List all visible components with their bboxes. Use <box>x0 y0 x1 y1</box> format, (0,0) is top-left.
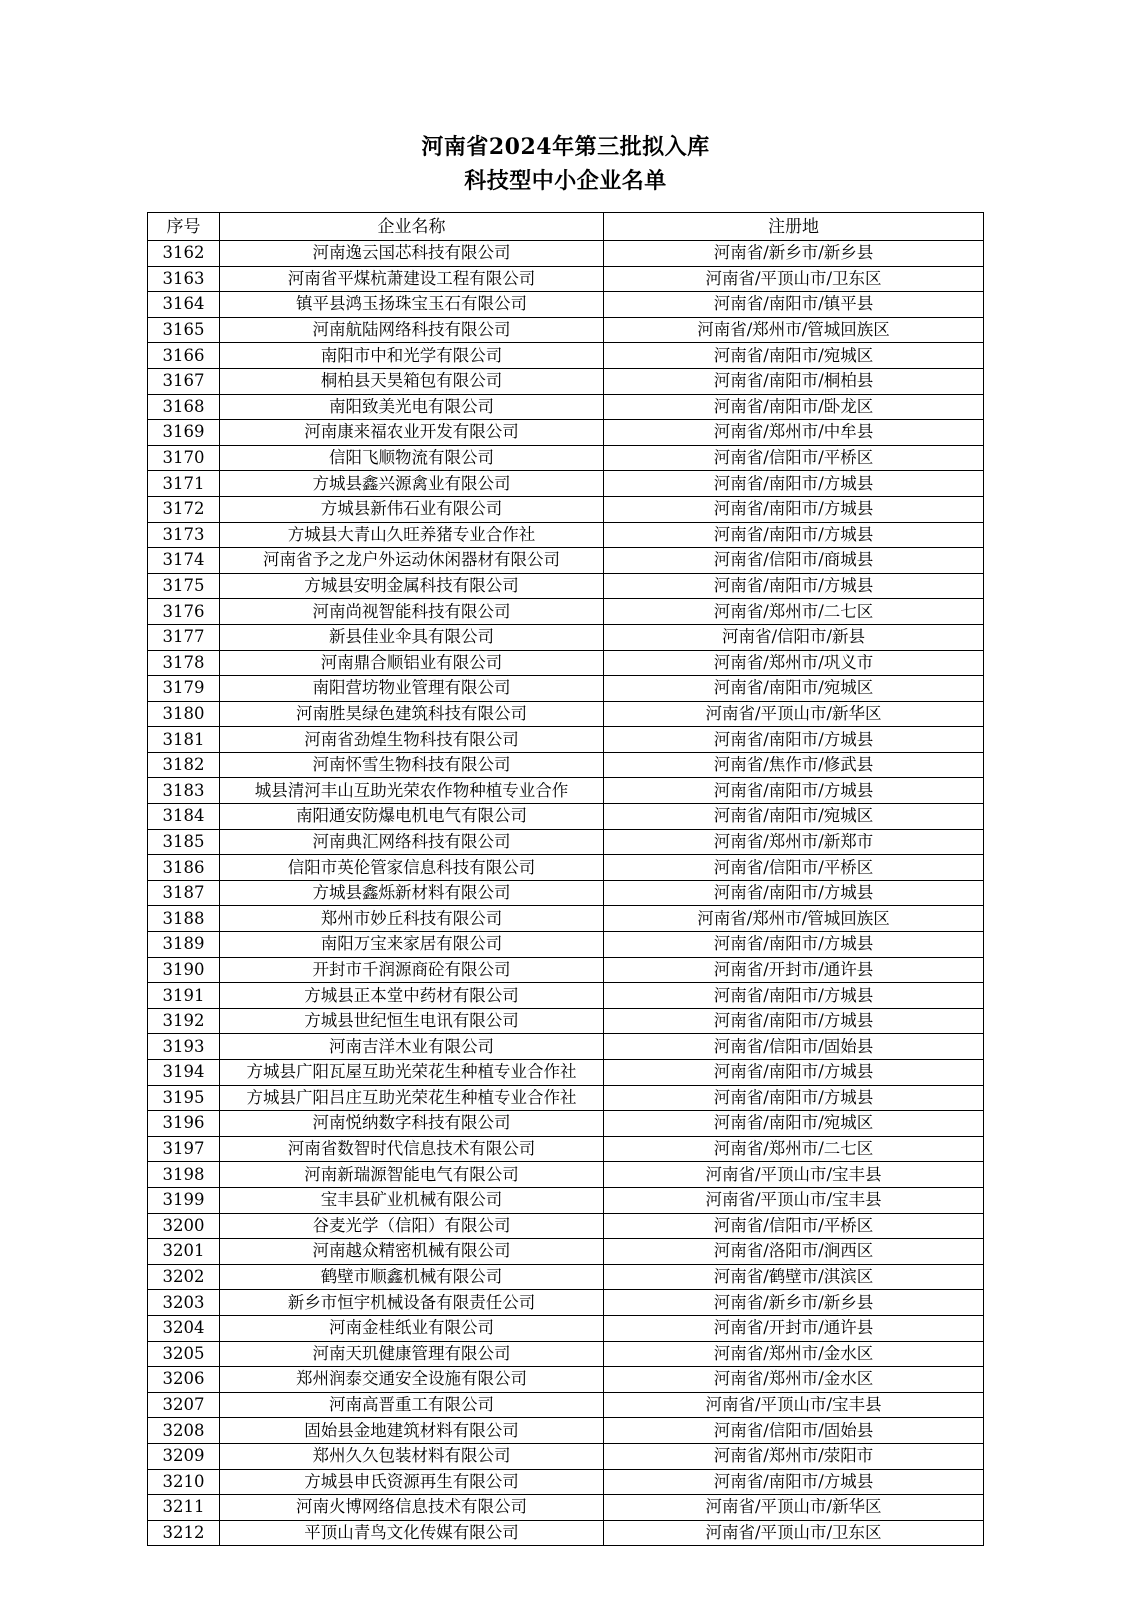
cell-registration-location: 河南省/郑州市/巩义市 <box>604 650 984 676</box>
cell-seq: 3183 <box>148 778 220 804</box>
table-row <box>148 829 984 855</box>
cell-enterprise-name: 南阳万宝来家居有限公司 <box>220 932 604 958</box>
cell-registration-location: 河南省/郑州市/新郑市 <box>604 829 984 855</box>
cell-registration-location: 河南省/信阳市/固始县 <box>604 1418 984 1444</box>
cell-seq: 3205 <box>148 1341 220 1367</box>
cell-seq: 3186 <box>148 855 220 881</box>
cell-enterprise-name: 方城县申氏资源再生有限公司 <box>220 1469 604 1495</box>
cell-seq: 3193 <box>148 1034 220 1060</box>
cell-registration-location: 河南省/郑州市/金水区 <box>604 1341 984 1367</box>
table-row <box>148 778 984 804</box>
cell-enterprise-name: 方城县世纪恒生电讯有限公司 <box>220 1008 604 1034</box>
table-row <box>148 804 984 830</box>
cell-registration-location: 河南省/平顶山市/宝丰县 <box>604 1187 984 1213</box>
cell-enterprise-name: 方城县广阳瓦屋互助光荣花生种植专业合作社 <box>220 1060 604 1086</box>
table-row <box>148 1469 984 1495</box>
cell-seq: 3182 <box>148 752 220 778</box>
cell-enterprise-name: 河南吉洋木业有限公司 <box>220 1034 604 1060</box>
table-row <box>148 522 984 548</box>
cell-registration-location: 河南省/南阳市/方城县 <box>604 1008 984 1034</box>
table-row <box>148 1085 984 1111</box>
table-row <box>148 1443 984 1469</box>
cell-seq: 3179 <box>148 676 220 702</box>
cell-seq: 3211 <box>148 1495 220 1521</box>
cell-registration-location: 河南省/信阳市/固始县 <box>604 1034 984 1060</box>
cell-enterprise-name: 方城县广阳吕庄互助光荣花生种植专业合作社 <box>220 1085 604 1111</box>
cell-enterprise-name: 鹤壁市顺鑫机械有限公司 <box>220 1264 604 1290</box>
table-row <box>148 1136 984 1162</box>
cell-registration-location: 河南省/南阳市/宛城区 <box>604 1111 984 1137</box>
table-row <box>148 599 984 625</box>
cell-registration-location: 河南省/平顶山市/卫东区 <box>604 266 984 292</box>
cell-enterprise-name: 河南省劲煌生物科技有限公司 <box>220 727 604 753</box>
table-row <box>148 1520 984 1546</box>
table-row <box>148 317 984 343</box>
cell-enterprise-name: 河南逸云国芯科技有限公司 <box>220 241 604 267</box>
cell-enterprise-name: 方城县鑫烁新材料有限公司 <box>220 880 604 906</box>
cell-seq: 3200 <box>148 1213 220 1239</box>
cell-registration-location: 河南省/平顶山市/新华区 <box>604 701 984 727</box>
cell-registration-location: 河南省/南阳市/方城县 <box>604 471 984 497</box>
table-body <box>148 241 984 1546</box>
cell-seq: 3172 <box>148 496 220 522</box>
table-row <box>148 624 984 650</box>
cell-seq: 3198 <box>148 1162 220 1188</box>
cell-seq: 3208 <box>148 1418 220 1444</box>
cell-registration-location: 河南省/南阳市/方城县 <box>604 983 984 1009</box>
cell-enterprise-name: 方城县鑫兴源禽业有限公司 <box>220 471 604 497</box>
cell-enterprise-name: 河南悦纳数字科技有限公司 <box>220 1111 604 1137</box>
cell-enterprise-name: 方城县正本堂中药材有限公司 <box>220 983 604 1009</box>
cell-enterprise-name: 信阳市英伦管家信息科技有限公司 <box>220 855 604 881</box>
cell-seq: 3180 <box>148 701 220 727</box>
cell-enterprise-name: 河南典汇网络科技有限公司 <box>220 829 604 855</box>
table-row <box>148 676 984 702</box>
cell-registration-location: 河南省/郑州市/管城回族区 <box>604 317 984 343</box>
cell-registration-location: 河南省/南阳市/卧龙区 <box>604 394 984 420</box>
cell-registration-location: 河南省/信阳市/平桥区 <box>604 855 984 881</box>
cell-seq: 3206 <box>148 1367 220 1393</box>
cell-registration-location: 河南省/平顶山市/卫东区 <box>604 1520 984 1546</box>
cell-enterprise-name: 南阳通安防爆电机电气有限公司 <box>220 804 604 830</box>
cell-registration-location: 河南省/新乡市/新乡县 <box>604 241 984 267</box>
table-row <box>148 906 984 932</box>
cell-enterprise-name: 河南胜昊绿色建筑科技有限公司 <box>220 701 604 727</box>
cell-seq: 3170 <box>148 445 220 471</box>
cell-registration-location: 河南省/郑州市/金水区 <box>604 1367 984 1393</box>
cell-enterprise-name: 南阳致美光电有限公司 <box>220 394 604 420</box>
cell-registration-location: 河南省/郑州市/二七区 <box>604 599 984 625</box>
table-row <box>148 573 984 599</box>
cell-seq: 3203 <box>148 1290 220 1316</box>
cell-registration-location: 河南省/平顶山市/新华区 <box>604 1495 984 1521</box>
cell-enterprise-name: 河南鼎合顺铝业有限公司 <box>220 650 604 676</box>
cell-seq: 3169 <box>148 420 220 446</box>
table-row <box>148 957 984 983</box>
cell-registration-location: 河南省/南阳市/桐柏县 <box>604 368 984 394</box>
table-row <box>148 471 984 497</box>
table-header <box>148 213 984 241</box>
table-header-row <box>148 213 984 241</box>
cell-registration-location: 河南省/信阳市/平桥区 <box>604 1213 984 1239</box>
cell-registration-location: 河南省/信阳市/新县 <box>604 624 984 650</box>
cell-enterprise-name: 河南火博网络信息技术有限公司 <box>220 1495 604 1521</box>
cell-enterprise-name: 河南省数智时代信息技术有限公司 <box>220 1136 604 1162</box>
table-row <box>148 1341 984 1367</box>
table-row <box>148 548 984 574</box>
cell-seq: 3184 <box>148 804 220 830</box>
table-row <box>148 1111 984 1137</box>
cell-seq: 3168 <box>148 394 220 420</box>
cell-seq: 3207 <box>148 1392 220 1418</box>
cell-enterprise-name: 新县佳业伞具有限公司 <box>220 624 604 650</box>
cell-seq: 3194 <box>148 1060 220 1086</box>
table-row <box>148 343 984 369</box>
cell-enterprise-name: 河南康来福农业开发有限公司 <box>220 420 604 446</box>
table-row <box>148 1034 984 1060</box>
table-row <box>148 1008 984 1034</box>
table-row <box>148 1264 984 1290</box>
cell-registration-location: 河南省/平顶山市/宝丰县 <box>604 1162 984 1188</box>
cell-registration-location: 河南省/南阳市/宛城区 <box>604 343 984 369</box>
cell-enterprise-name: 河南金桂纸业有限公司 <box>220 1315 604 1341</box>
cell-registration-location: 河南省/南阳市/方城县 <box>604 1060 984 1086</box>
cell-enterprise-name: 开封市千润源商砼有限公司 <box>220 957 604 983</box>
cell-seq: 3177 <box>148 624 220 650</box>
cell-enterprise-name: 河南新瑞源智能电气有限公司 <box>220 1162 604 1188</box>
cell-registration-location: 河南省/南阳市/方城县 <box>604 932 984 958</box>
cell-enterprise-name: 南阳市中和光学有限公司 <box>220 343 604 369</box>
cell-registration-location: 河南省/郑州市/管城回族区 <box>604 906 984 932</box>
cell-seq: 3199 <box>148 1187 220 1213</box>
cell-seq: 3209 <box>148 1443 220 1469</box>
cell-seq: 3167 <box>148 368 220 394</box>
cell-seq: 3187 <box>148 880 220 906</box>
cell-registration-location: 河南省/南阳市/方城县 <box>604 522 984 548</box>
cell-seq: 3210 <box>148 1469 220 1495</box>
table-row <box>148 701 984 727</box>
cell-enterprise-name: 平顶山青鸟文化传媒有限公司 <box>220 1520 604 1546</box>
cell-seq: 3188 <box>148 906 220 932</box>
cell-seq: 3165 <box>148 317 220 343</box>
column-header-seq: 序号 <box>148 213 220 241</box>
cell-enterprise-name: 郑州市妙丘科技有限公司 <box>220 906 604 932</box>
cell-registration-location: 河南省/南阳市/方城县 <box>604 727 984 753</box>
cell-seq: 3189 <box>148 932 220 958</box>
cell-enterprise-name: 河南高晋重工有限公司 <box>220 1392 604 1418</box>
cell-enterprise-name: 河南省平煤杭萧建设工程有限公司 <box>220 266 604 292</box>
cell-registration-location: 河南省/郑州市/中牟县 <box>604 420 984 446</box>
cell-seq: 3171 <box>148 471 220 497</box>
cell-seq: 3190 <box>148 957 220 983</box>
cell-seq: 3173 <box>148 522 220 548</box>
cell-enterprise-name: 河南天玑健康管理有限公司 <box>220 1341 604 1367</box>
title-line-2: 科技型中小企业名单 <box>464 168 667 194</box>
cell-seq: 3201 <box>148 1239 220 1265</box>
cell-registration-location: 河南省/南阳市/方城县 <box>604 1085 984 1111</box>
table-row <box>148 1162 984 1188</box>
table-row <box>148 241 984 267</box>
cell-registration-location: 河南省/南阳市/方城县 <box>604 778 984 804</box>
cell-seq: 3166 <box>148 343 220 369</box>
table-row <box>148 496 984 522</box>
table-row <box>148 1060 984 1086</box>
cell-enterprise-name: 方城县安明金属科技有限公司 <box>220 573 604 599</box>
table-row <box>148 368 984 394</box>
cell-registration-location: 河南省/焦作市/修武县 <box>604 752 984 778</box>
table-row <box>148 1290 984 1316</box>
page-title <box>0 130 1131 198</box>
cell-registration-location: 河南省/信阳市/平桥区 <box>604 445 984 471</box>
table-row <box>148 420 984 446</box>
cell-seq: 3162 <box>148 241 220 267</box>
table-row <box>148 1213 984 1239</box>
cell-registration-location: 河南省/开封市/通许县 <box>604 1315 984 1341</box>
cell-seq: 3174 <box>148 548 220 574</box>
cell-enterprise-name: 河南越众精密机械有限公司 <box>220 1239 604 1265</box>
cell-enterprise-name: 桐柏县天昊箱包有限公司 <box>220 368 604 394</box>
title-line-1: 河南省2024年第三批拟入库 <box>421 134 710 160</box>
table-row <box>148 650 984 676</box>
cell-registration-location: 河南省/鹤壁市/淇滨区 <box>604 1264 984 1290</box>
table-row <box>148 292 984 318</box>
cell-enterprise-name: 郑州久久包装材料有限公司 <box>220 1443 604 1469</box>
cell-enterprise-name: 河南怀雪生物科技有限公司 <box>220 752 604 778</box>
cell-enterprise-name: 南阳营坊物业管理有限公司 <box>220 676 604 702</box>
cell-registration-location: 河南省/洛阳市/涧西区 <box>604 1239 984 1265</box>
enterprise-list-table <box>147 212 984 1546</box>
cell-enterprise-name: 固始县金地建筑材料有限公司 <box>220 1418 604 1444</box>
table-row <box>148 855 984 881</box>
cell-registration-location: 河南省/南阳市/方城县 <box>604 880 984 906</box>
column-header-enterprise-name: 企业名称 <box>220 213 604 241</box>
table-row <box>148 445 984 471</box>
cell-enterprise-name: 河南尚视智能科技有限公司 <box>220 599 604 625</box>
cell-enterprise-name: 河南省予之龙户外运动休闲器材有限公司 <box>220 548 604 574</box>
table-row <box>148 1367 984 1393</box>
cell-seq: 3181 <box>148 727 220 753</box>
cell-seq: 3197 <box>148 1136 220 1162</box>
cell-registration-location: 河南省/南阳市/宛城区 <box>604 676 984 702</box>
table-row <box>148 932 984 958</box>
cell-seq: 3185 <box>148 829 220 855</box>
table-row <box>148 1187 984 1213</box>
cell-registration-location: 河南省/开封市/通许县 <box>604 957 984 983</box>
table-row <box>148 752 984 778</box>
cell-registration-location: 河南省/南阳市/宛城区 <box>604 804 984 830</box>
table-row <box>148 1239 984 1265</box>
table-row <box>148 266 984 292</box>
table-row <box>148 1495 984 1521</box>
cell-enterprise-name: 新乡市恒宇机械设备有限责任公司 <box>220 1290 604 1316</box>
cell-registration-location: 河南省/郑州市/荥阳市 <box>604 1443 984 1469</box>
cell-enterprise-name: 河南航陆网络科技有限公司 <box>220 317 604 343</box>
cell-enterprise-name: 信阳飞顺物流有限公司 <box>220 445 604 471</box>
cell-registration-location: 河南省/新乡市/新乡县 <box>604 1290 984 1316</box>
cell-seq: 3212 <box>148 1520 220 1546</box>
cell-seq: 3175 <box>148 573 220 599</box>
cell-seq: 3195 <box>148 1085 220 1111</box>
cell-seq: 3178 <box>148 650 220 676</box>
cell-registration-location: 河南省/平顶山市/宝丰县 <box>604 1392 984 1418</box>
cell-registration-location: 河南省/信阳市/商城县 <box>604 548 984 574</box>
cell-registration-location: 河南省/南阳市/方城县 <box>604 496 984 522</box>
cell-seq: 3204 <box>148 1315 220 1341</box>
cell-seq: 3164 <box>148 292 220 318</box>
table-row <box>148 394 984 420</box>
cell-enterprise-name: 宝丰县矿业机械有限公司 <box>220 1187 604 1213</box>
cell-registration-location: 河南省/南阳市/镇平县 <box>604 292 984 318</box>
cell-registration-location: 河南省/郑州市/二七区 <box>604 1136 984 1162</box>
cell-enterprise-name: 谷麦光学（信阳）有限公司 <box>220 1213 604 1239</box>
cell-registration-location: 河南省/南阳市/方城县 <box>604 1469 984 1495</box>
cell-seq: 3202 <box>148 1264 220 1290</box>
table-row <box>148 983 984 1009</box>
cell-seq: 3191 <box>148 983 220 1009</box>
column-header-registration-location: 注册地 <box>604 213 984 241</box>
table-row <box>148 880 984 906</box>
table-row <box>148 1315 984 1341</box>
cell-seq: 3163 <box>148 266 220 292</box>
table-row <box>148 1392 984 1418</box>
cell-enterprise-name: 方城县大青山久旺养猪专业合作社 <box>220 522 604 548</box>
cell-seq: 3192 <box>148 1008 220 1034</box>
table-row <box>148 1418 984 1444</box>
table-row <box>148 727 984 753</box>
cell-registration-location: 河南省/南阳市/方城县 <box>604 573 984 599</box>
cell-enterprise-name: 方城县新伟石业有限公司 <box>220 496 604 522</box>
cell-enterprise-name: 城县清河丰山互助光荣农作物种植专业合作 <box>220 778 604 804</box>
cell-seq: 3196 <box>148 1111 220 1137</box>
cell-enterprise-name: 郑州润泰交通安全设施有限公司 <box>220 1367 604 1393</box>
cell-enterprise-name: 镇平县鸿玉扬珠宝玉石有限公司 <box>220 292 604 318</box>
cell-seq: 3176 <box>148 599 220 625</box>
